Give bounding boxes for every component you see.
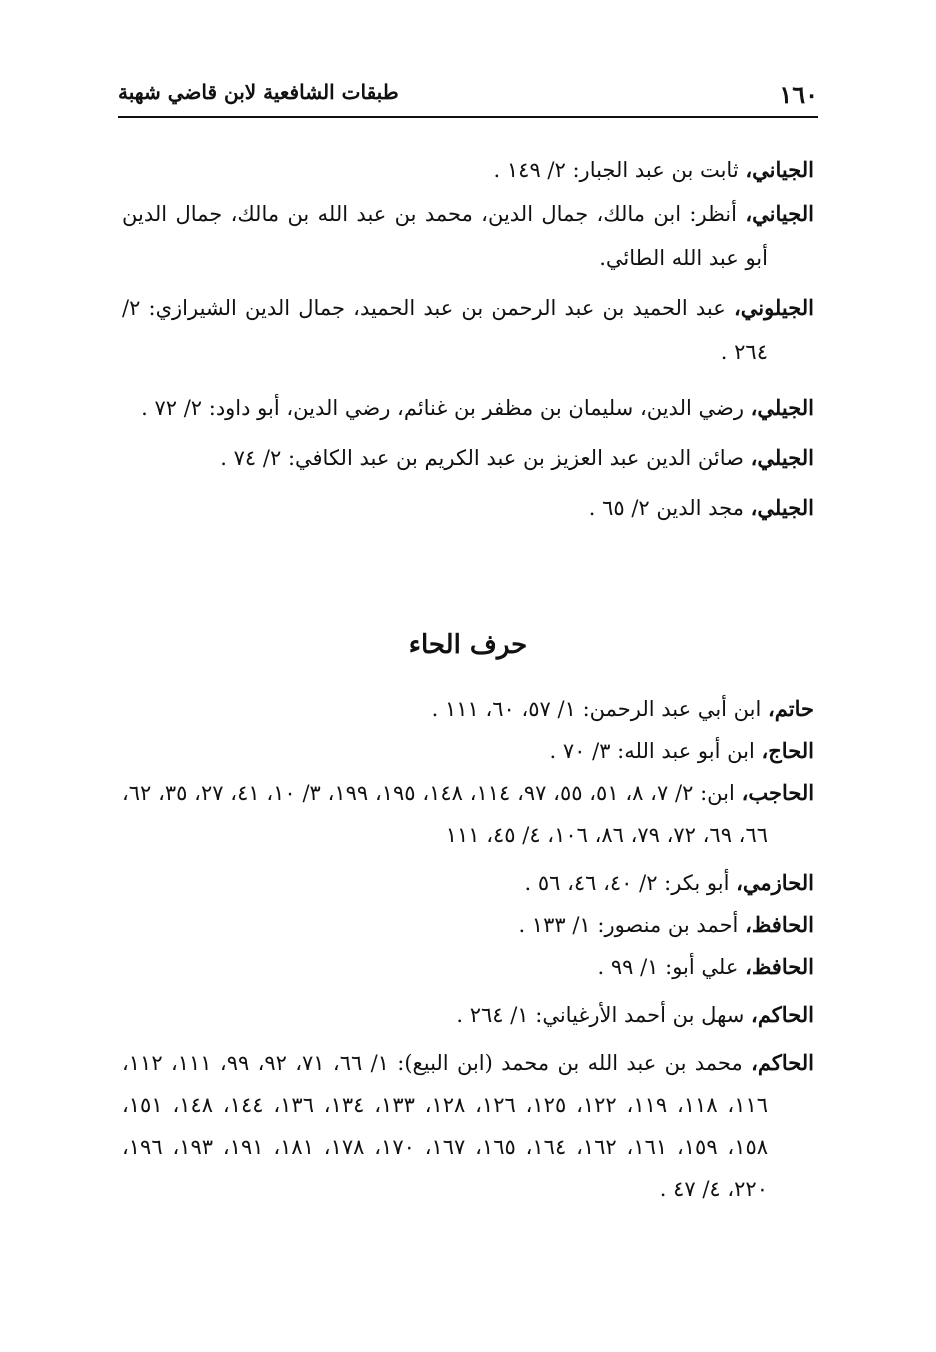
entry-keyword: الجيلي، xyxy=(750,495,814,520)
entry-text: ثابت بن عبد الجبار: ٢/ ١٤٩ . xyxy=(493,158,746,182)
entry-text: ابن: ٢/ ٧، ٨، ٥١، ٥٥، ٩٧، ١١٤، ١٤٨، ١٩٥، ١٩٩، ٣/ ١٠، ٤١، ٢٧، ٣٥، ٦٢، ٦٦، ٦٩، ٧٢، ٧٩، ٨٦، ١٠٦، ٤/ ٤٥، ١١١ xyxy=(122,781,768,847)
entry-text: ابن أبو عبد الله: ٣/ ٧٠ . xyxy=(549,739,762,763)
entries-list-bottom xyxy=(122,688,814,1210)
entry-keyword: الحاكم، xyxy=(751,1002,814,1027)
index-entry xyxy=(122,436,814,480)
entry-keyword: الجيلوني، xyxy=(733,295,814,320)
header-rule xyxy=(118,116,818,118)
index-entry xyxy=(122,772,814,856)
page-number: ١٦٠ xyxy=(779,80,818,109)
index-entry xyxy=(122,946,814,988)
entry-keyword: الجياني، xyxy=(745,157,814,182)
section-title: حرف الحاء xyxy=(408,630,528,660)
entry-text: مجد الدين ٢/ ٦٥ . xyxy=(588,496,751,520)
book-title: طبقات الشافعية لابن قاضي شهبة xyxy=(118,80,399,104)
entry-keyword: الحاكم، xyxy=(751,1050,815,1075)
entry-keyword: حاتم، xyxy=(768,696,814,721)
index-entry xyxy=(122,730,814,772)
entry-keyword: الحازمي، xyxy=(736,870,814,895)
entry-keyword: الحافظ، xyxy=(745,912,814,937)
entry-text: صائن الدين عبد العزيز بن عبد الكريم بن عبد الكافي: ٢/ ٧٤ . xyxy=(220,446,751,470)
index-entry xyxy=(122,862,814,904)
entry-keyword: الحاجب، xyxy=(741,780,815,805)
entry-keyword: الجيلي، xyxy=(750,445,814,470)
index-entry xyxy=(122,148,814,192)
index-entry xyxy=(122,386,814,430)
entry-text: أنظر: ابن مالك، جمال الدين، محمد بن عبد الله بن مالك، جمال الدين أبو عبد الله الطائي. xyxy=(122,202,768,270)
index-entry xyxy=(122,904,814,946)
entry-text: ابن أبي عبد الرحمن: ١/ ٥٧، ٦٠، ١١١ . xyxy=(431,697,769,721)
entry-text: سهل بن أحمد الأرغياني: ١/ ٢٦٤ . xyxy=(456,1003,752,1027)
index-entry xyxy=(122,286,814,374)
entry-text: علي أبو: ١/ ٩٩ . xyxy=(597,955,746,979)
index-entry xyxy=(122,994,814,1036)
index-entry xyxy=(122,192,814,280)
index-entry xyxy=(122,688,814,730)
index-entry xyxy=(122,486,814,530)
entry-text: رضي الدين، سليمان بن مظفر بن غنائم، رضي الدين، أبو داود: ٢/ ٧٢ . xyxy=(141,396,751,420)
running-header xyxy=(118,74,818,118)
entry-keyword: الجياني، xyxy=(745,201,814,226)
entry-text: أحمد بن منصور: ١/ ١٣٣ . xyxy=(518,913,746,937)
entry-keyword: الحافظ، xyxy=(745,954,814,979)
index-entry xyxy=(122,1042,814,1210)
entry-keyword: الجيلي، xyxy=(750,395,814,420)
entry-keyword: الحاج، xyxy=(761,738,814,763)
entry-text: أبو بكر: ٢/ ٤٠، ٤٦، ٥٦ . xyxy=(524,871,737,895)
entries-list-top xyxy=(122,148,814,530)
entry-text: عبد الحميد بن عبد الرحمن بن عبد الحميد، جمال الدين الشيرازي: ٢/ ٢٦٤ . xyxy=(122,296,768,364)
entry-text: محمد بن عبد الله بن محمد (ابن البيع): ١/ ٦٦، ٧١، ٩٢، ٩٩، ١١١، ١١٢، ١١٦، ١١٨، ١١٩، ١٢٢، ١٢٥، ١٢٦، ١٢٨، ١٣٣، ١٣٤، ١٣٦، ١٤٤، ١٤٨، ١٥١، ١٥٨، ١٥٩، ١٦١، ١٦٢، ١٦٤، ١٦٥، ١٦٧، ١٧٠، ١٧٨، ١٨١، ١٩١، ١٩٣، ١٩٦، ٢٢٠، ٤/ ٤٧ . xyxy=(122,1051,769,1201)
